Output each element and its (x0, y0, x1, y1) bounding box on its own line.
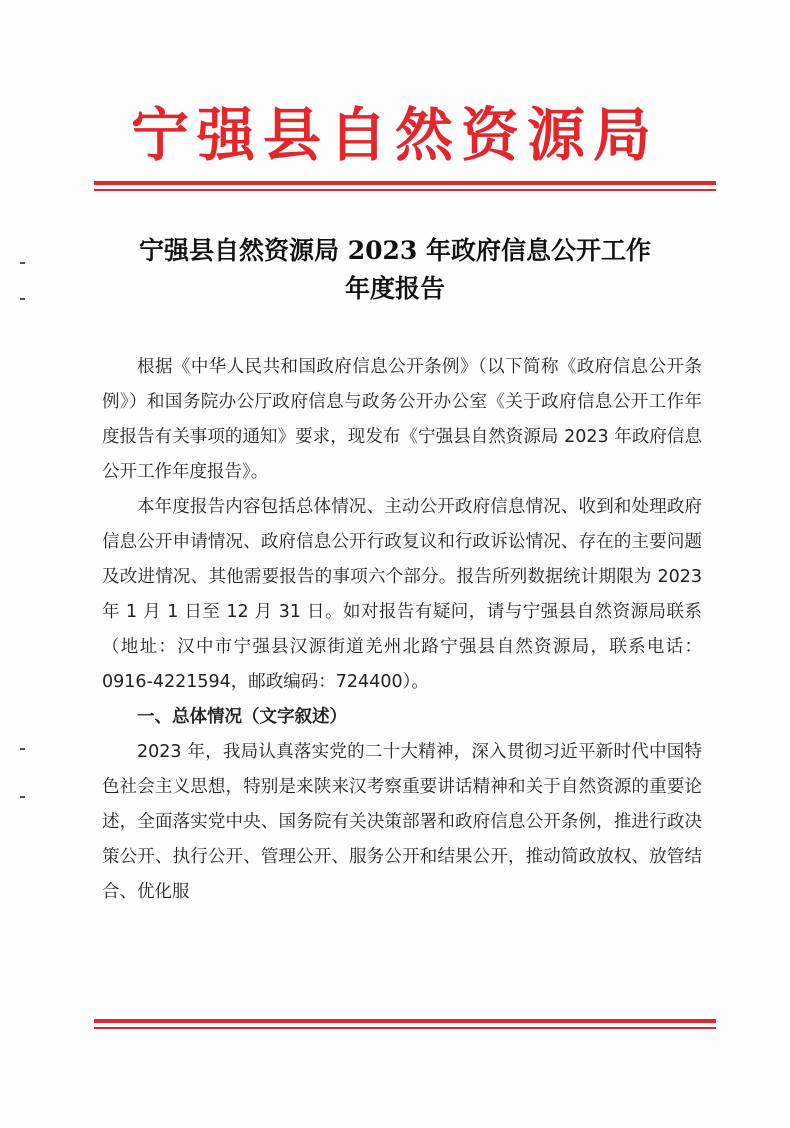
scan-mark (20, 298, 25, 300)
section-heading-1: 一、总体情况（文字叙述） (137, 707, 347, 727)
body-paragraph-2: 本年度报告内容包括总体情况、主动公开政府信息情况、收到和处理政府信息公开申请情况、政府信息公开行政复议和行政诉讼情况、存在的主要问题及改进情况、其他需要报告的事项六个部分。报告所列数据统计期限为 2023 年 1 月 1 日至 12 月 31 日。如对报告有疑问，请与宁强县自然资源局联系（地址：汉中市宁强县汉源街道羌州北路宁强县自然资源局，联系电话：0916-4221594，邮政编码：724400）。 (102, 497, 702, 692)
letterhead-title: 宁强县自然资源局 (130, 101, 659, 169)
document-title (80, 232, 710, 308)
footer-rule-thin (94, 1027, 716, 1029)
letterhead-rule-thin (94, 189, 716, 191)
document-body (102, 350, 702, 910)
scan-mark (20, 796, 25, 798)
document-title-line2: 年度报告 (344, 274, 445, 303)
body-paragraph-1: 根据《中华人民共和国政府信息公开条例》（以下简称《政府信息公开条例》）和国务院办公厅政府信息与政务公开办公室《关于政府信息公开工作年度报告有关事项的通知》要求，现发布《宁强县自然资源局 2023 年政府信息公开工作年度报告》。 (102, 357, 702, 482)
scan-mark (20, 262, 25, 264)
letterhead-rule-thick (94, 181, 716, 185)
scan-mark (20, 748, 25, 750)
footer-rule-thick (94, 1019, 716, 1023)
body-paragraph-3: 2023 年，我局认真落实党的二十大精神，深入贯彻习近平新时代中国特色社会主义思想，特别是来陕来汉考察重要讲话精神和关于自然资源的重要论述，全面落实党中央、国务院有关决策部署和政府信息公开条例，推进行政决策公开、执行公开、管理公开、服务公开和结果公开，推动简政放权、放管结合、优化服 (102, 742, 702, 902)
document-title-line1: 宁强县自然资源局 2023 年政府信息公开工作 (139, 236, 651, 265)
